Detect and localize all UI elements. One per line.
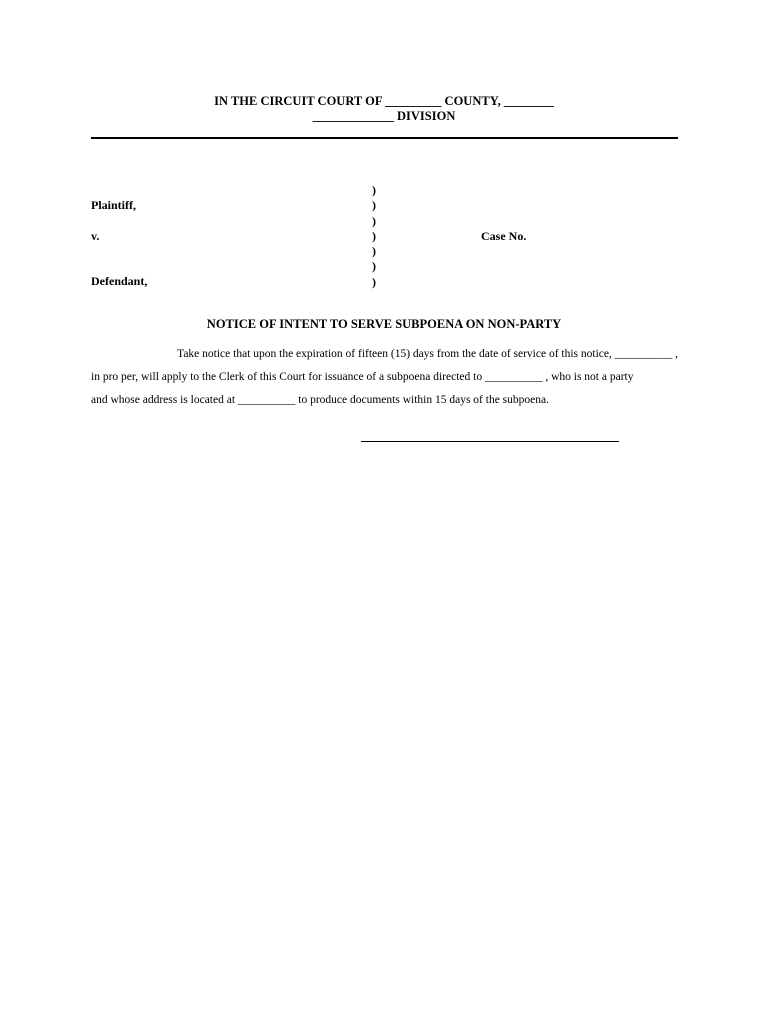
caption-paren: ) [372, 228, 376, 243]
caption-paren: ) [372, 183, 376, 197]
header-rule [91, 137, 678, 139]
caption-paren: ) [372, 213, 376, 228]
versus-label: v. [91, 229, 100, 243]
notice-body-line-3: and whose address is located at __________ to produce documents within 15 days of the subpoena. [91, 394, 549, 406]
caption-paren: ) [372, 259, 376, 274]
caption-paren: ) [372, 198, 376, 213]
caption-paren: ) [372, 274, 376, 289]
notice-body-line-1: Take notice that upon the expiration of fifteen (15) days from the date of service of this notice, __________ , [177, 348, 678, 360]
plaintiff-label: Plaintiff, [91, 198, 136, 212]
case-number-label: Case No. [481, 229, 527, 243]
signature-line [361, 441, 619, 442]
caption-parentheses [372, 183, 384, 290]
defendant-label: Defendant, [91, 274, 148, 288]
caption-paren: ) [372, 244, 376, 259]
division-heading: _____________ DIVISION [312, 109, 456, 123]
notice-title: NOTICE OF INTENT TO SERVE SUBPOENA ON NON-PARTY [206, 317, 562, 331]
notice-body-line-2: in pro per, will apply to the Clerk of this Court for issuance of a subpoena directed to __________ , who is not a party [91, 371, 634, 383]
court-heading: IN THE CIRCUIT COURT OF _________ COUNTY, ________ [214, 94, 554, 108]
